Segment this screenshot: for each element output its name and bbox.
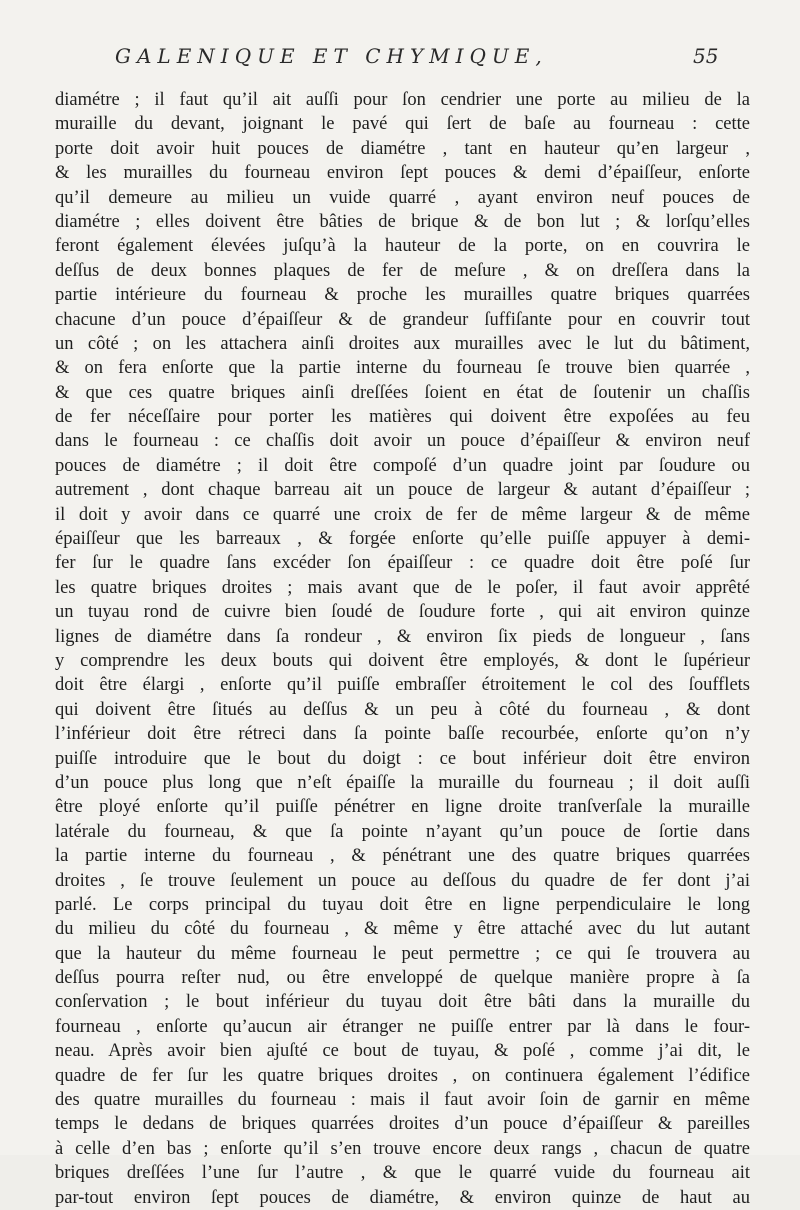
text-line: épaiſſeur que les barreaux , & forgée enſorte qu’elle puiſſe appuyer à demi- <box>55 529 750 550</box>
text-line: temps le dedans de briques quarrées droites d’un pouce d’épaiſſeur & pareilles <box>55 1114 750 1135</box>
text-line: briques dreſſées l’une ſur l’autre , & que le quarré vuide du fourneau ait <box>55 1163 750 1184</box>
text-line: fer ſur le quadre ſans excéder ſon épaiſſeur : ce quadre doit être poſé ſur <box>55 553 750 574</box>
text-line: des quatre murailles du fourneau : mais il faut avoir ſoin de garnir en même <box>55 1090 750 1111</box>
text-line: fourneau , enſorte qu’aucun air étranger ne puiſſe entrer par là dans le four- <box>55 1016 750 1037</box>
text-line: deſſus de deux bonnes plaques de fer de meſure , & on dreſſera dans la <box>55 260 750 281</box>
body-text <box>55 88 750 1210</box>
text-line: chacune d’un pouce d’épaiſſeur & de grandeur ſuffiſante pour en couvrir tout <box>55 309 750 330</box>
text-line: que la hauteur du même fourneau le peut permettre ; ce qui ſe trouvera au <box>55 943 750 964</box>
text-line: du milieu du côté du fourneau , & même y être attaché avec du lut autant <box>55 919 750 940</box>
text-line: doit être élargi , enſorte qu’il puiſſe embraſſer étroitement le col des ſoufflets <box>55 675 750 696</box>
text-line: porte doit avoir huit pouces de diamétre , tant en hauteur qu’en largeur , <box>55 138 750 159</box>
text-line: un côté ; on les attachera ainſi droites aux murailles avec le lut du bâtiment, <box>55 333 750 354</box>
text-line: qu’il demeure au milieu un vuide quarré , ayant environ neuf pouces de <box>55 187 750 208</box>
text-line: partie intérieure du fourneau & proche les murailles quatre briques quarrées <box>55 285 750 306</box>
text-line: un tuyau rond de cuivre bien ſoudé de ſoudure forte , qui ait environ quinze <box>55 602 750 623</box>
text-line: & que ces quatre briques ainſi dreſſées ſoient en état de ſoutenir un chaſſis <box>55 382 750 403</box>
text-line: les quatre briques droites ; mais avant que de le poſer, il faut avoir apprêté <box>55 577 750 598</box>
text-line: l’inférieur doit être rétreci dans ſa pointe baſſe recourbée, enſorte qu’on n’y <box>55 724 750 745</box>
text-line: y comprendre les deux bouts qui doivent être employés, & dont le ſupérieur <box>55 650 750 671</box>
text-line: d’un pouce plus long que n’eſt épaiſſe la muraille du fourneau ; il doit auſſi <box>55 772 750 793</box>
text-line: être ployé enſorte qu’il puiſſe pénétrer en ligne droite tranſverſale la muraille <box>55 797 750 818</box>
text-line: à celle d’en bas ; enſorte qu’il s’en trouve encore deux rangs , chacun de quatre <box>55 1138 750 1159</box>
running-title: GALENIQUE ET CHYMIQUE, <box>115 44 548 68</box>
text-line: puiſſe introduire que le bout du doigt : ce bout inférieur doit être environ <box>55 748 750 769</box>
text-line: dans le fourneau : ce chaſſis doit avoir un pouce d’épaiſſeur & environ neuf <box>55 431 750 452</box>
text-line: diamétre ; il faut qu’il ait auſſi pour ſon cendrier une porte au milieu de la <box>55 90 750 110</box>
text-line: conſervation ; le bout inférieur du tuyau doit être bâti dans la muraille du <box>55 992 750 1013</box>
text-line: neau. Après avoir bien ajuſté ce bout de tuyau, & poſé , comme j’ai dit, le <box>55 1041 750 1062</box>
text-line: droites , ſe trouve ſeulement un pouce au deſſous du quadre de fer dont j’ai <box>55 870 750 891</box>
text-line: & on fera enſorte que la partie interne du fourneau ſe trouve bien quarrée , <box>55 358 750 379</box>
text-line: & les murailles du fourneau environ ſept pouces & demi d’épaiſſeur, enſorte <box>55 163 750 184</box>
text-line: feront également élevées juſqu’à la hauteur de la porte, on en couvrira le <box>55 236 750 257</box>
page-number: 55 <box>693 44 719 68</box>
text-line: muraille du devant, joignant le pavé qui ſert de baſe au fourneau : cette <box>55 114 750 135</box>
text-line: par-tout environ ſept pouces de diamétre, & environ quinze de haut au <box>55 1187 750 1208</box>
text-line: parlé. Le corps principal du tuyau doit être en ligne perpendiculaire le long <box>55 894 750 915</box>
text-line: autrement , dont chaque barreau ait un pouce de largeur & autant d’épaiſſeur ; <box>55 480 750 501</box>
text-line: il doit y avoir dans ce quarré une croix de fer de même largeur & de même <box>55 504 750 525</box>
text-line: la partie interne du fourneau , & pénétrant une des quatre briques quarrées <box>55 846 750 867</box>
text-line: qui doivent être ſitués au deſſus & un peu à côté du fourneau , & dont <box>55 699 750 720</box>
text-line: de fer néceſſaire pour porter les matières qui doivent être expoſées au feu <box>55 407 750 428</box>
text-line: latérale du fourneau, & que ſa pointe n’ayant qu’un pouce de ſortie dans <box>55 821 750 842</box>
text-line: pouces de diamétre ; il doit être compoſé d’un quadre joint par ſoudure ou <box>55 455 750 476</box>
text-line: quadre de fer ſur les quatre briques droites , on continuera également l’édifice <box>55 1065 750 1086</box>
text-line: lignes de diamétre dans ſa rondeur , & environ ſix pieds de longueur , ſans <box>55 626 750 647</box>
text-line: deſſus pourra reſter nud, ou être enveloppé de quelque manière propre à ſa <box>55 968 750 989</box>
text-line: diamétre ; elles doivent être bâties de brique & de bon lut ; & lorſqu’elles <box>55 211 750 232</box>
